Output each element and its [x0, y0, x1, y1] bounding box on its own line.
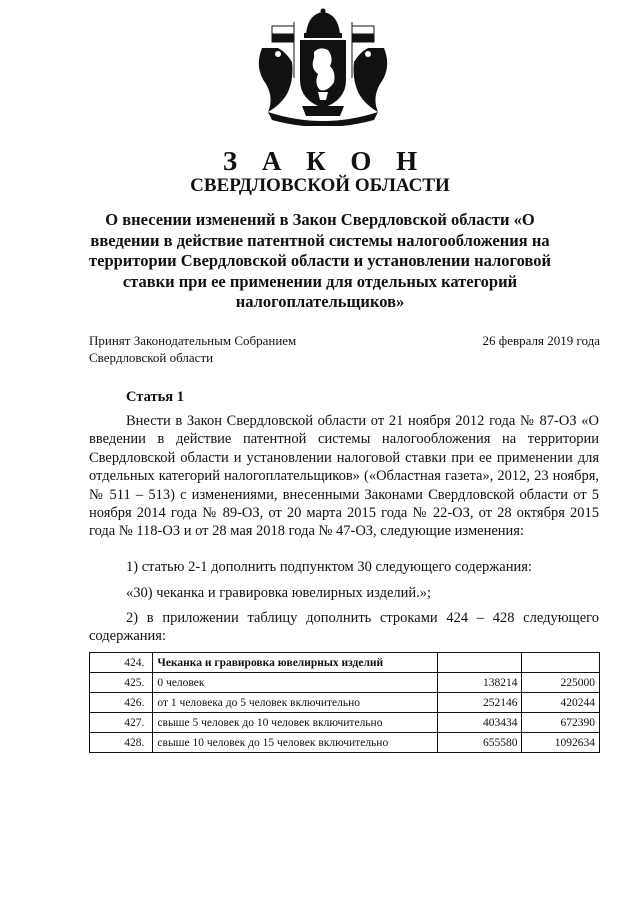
- table-cell-num: 425.: [90, 673, 153, 693]
- adopted-by: [89, 332, 349, 366]
- table-cell-v1: 252146: [437, 693, 522, 713]
- table-cell-v1: 655580: [437, 733, 522, 753]
- table-cell-name: Чеканка и гравировка ювелирных изделий: [153, 653, 437, 673]
- table-row: [90, 693, 600, 713]
- table-cell-name: свыше 10 человек до 15 человек включительно: [153, 733, 437, 753]
- law-subject: О внесении изменений в Закон Свердловской области «О введении в действие патентной системы налогообложения на территории Свердловской области и установлении налоговой ставки при ее применении для отдельных категорий налогоплательщиков»: [89, 210, 551, 311]
- table-cell-v1: 138214: [437, 673, 522, 693]
- table-cell-v2: 1092634: [522, 733, 600, 753]
- table-cell-v2: [522, 653, 600, 673]
- table-row: [90, 673, 600, 693]
- table-cell-name: свыше 5 человек до 10 человек включительно: [153, 713, 437, 733]
- adopted-line-1: Принят Законодательным Собранием: [89, 333, 297, 348]
- rates-table: [89, 652, 600, 753]
- table-cell-num: 428.: [90, 733, 153, 753]
- table-cell-v2: 225000: [522, 673, 600, 693]
- table-cell-v1: 403434: [437, 713, 522, 733]
- table-cell-v1: [437, 653, 522, 673]
- item-1-paragraph: 1) статью 2-1 дополнить подпунктом 30 следующего содержания:: [126, 559, 532, 575]
- table-cell-num: 426.: [90, 693, 153, 713]
- table-row: [90, 733, 600, 753]
- intro-paragraph: Внести в Закон Свердловской области от 21 ноября 2012 года № 87-ОЗ «О введении в действие патентной системы налогообложения на территории Свердловской области и установлении налоговой ставки при ее применении для отдельных категорий налогоплательщиков» («Областная газета», 2012, 23 ноября, № 511 – 513) с изменениями, внесенными Законами Свердловской области от 5 ноября 2014 года № 89-ОЗ, от 20 марта 2015 года № 22-ОЗ, от 28 октября 2015 года № 118-ОЗ и от 28 мая 2018 года № 47-ОЗ, следующие изменения:: [89, 413, 599, 540]
- item-2-paragraph: 2) в приложении таблицу дополнить строками 424 – 428 следующего содержания:: [89, 610, 599, 645]
- table-cell-num: 424.: [90, 653, 153, 673]
- table-cell-name: 0 человек: [153, 673, 437, 693]
- table-row: [90, 653, 600, 673]
- coat-of-arms-emblem: [248, 8, 398, 126]
- item-1-quote: «30) чеканка и гравировка ювелирных изделий.»;: [126, 585, 432, 601]
- document-type-title: З А К О Н: [222, 146, 427, 176]
- region-title: СВЕРДЛОВСКОЙ ОБЛАСТИ: [190, 175, 450, 196]
- table-cell-num: 427.: [90, 713, 153, 733]
- adopted-line-2: Свердловской области: [89, 350, 214, 365]
- article-heading: Статья 1: [126, 389, 184, 405]
- table-cell-v2: 672390: [522, 713, 600, 733]
- table-cell-v2: 420244: [522, 693, 600, 713]
- table-cell-name: от 1 человека до 5 человек включительно: [153, 693, 437, 713]
- adoption-date: 26 февраля 2019 года: [482, 333, 600, 348]
- table-row: [90, 713, 600, 733]
